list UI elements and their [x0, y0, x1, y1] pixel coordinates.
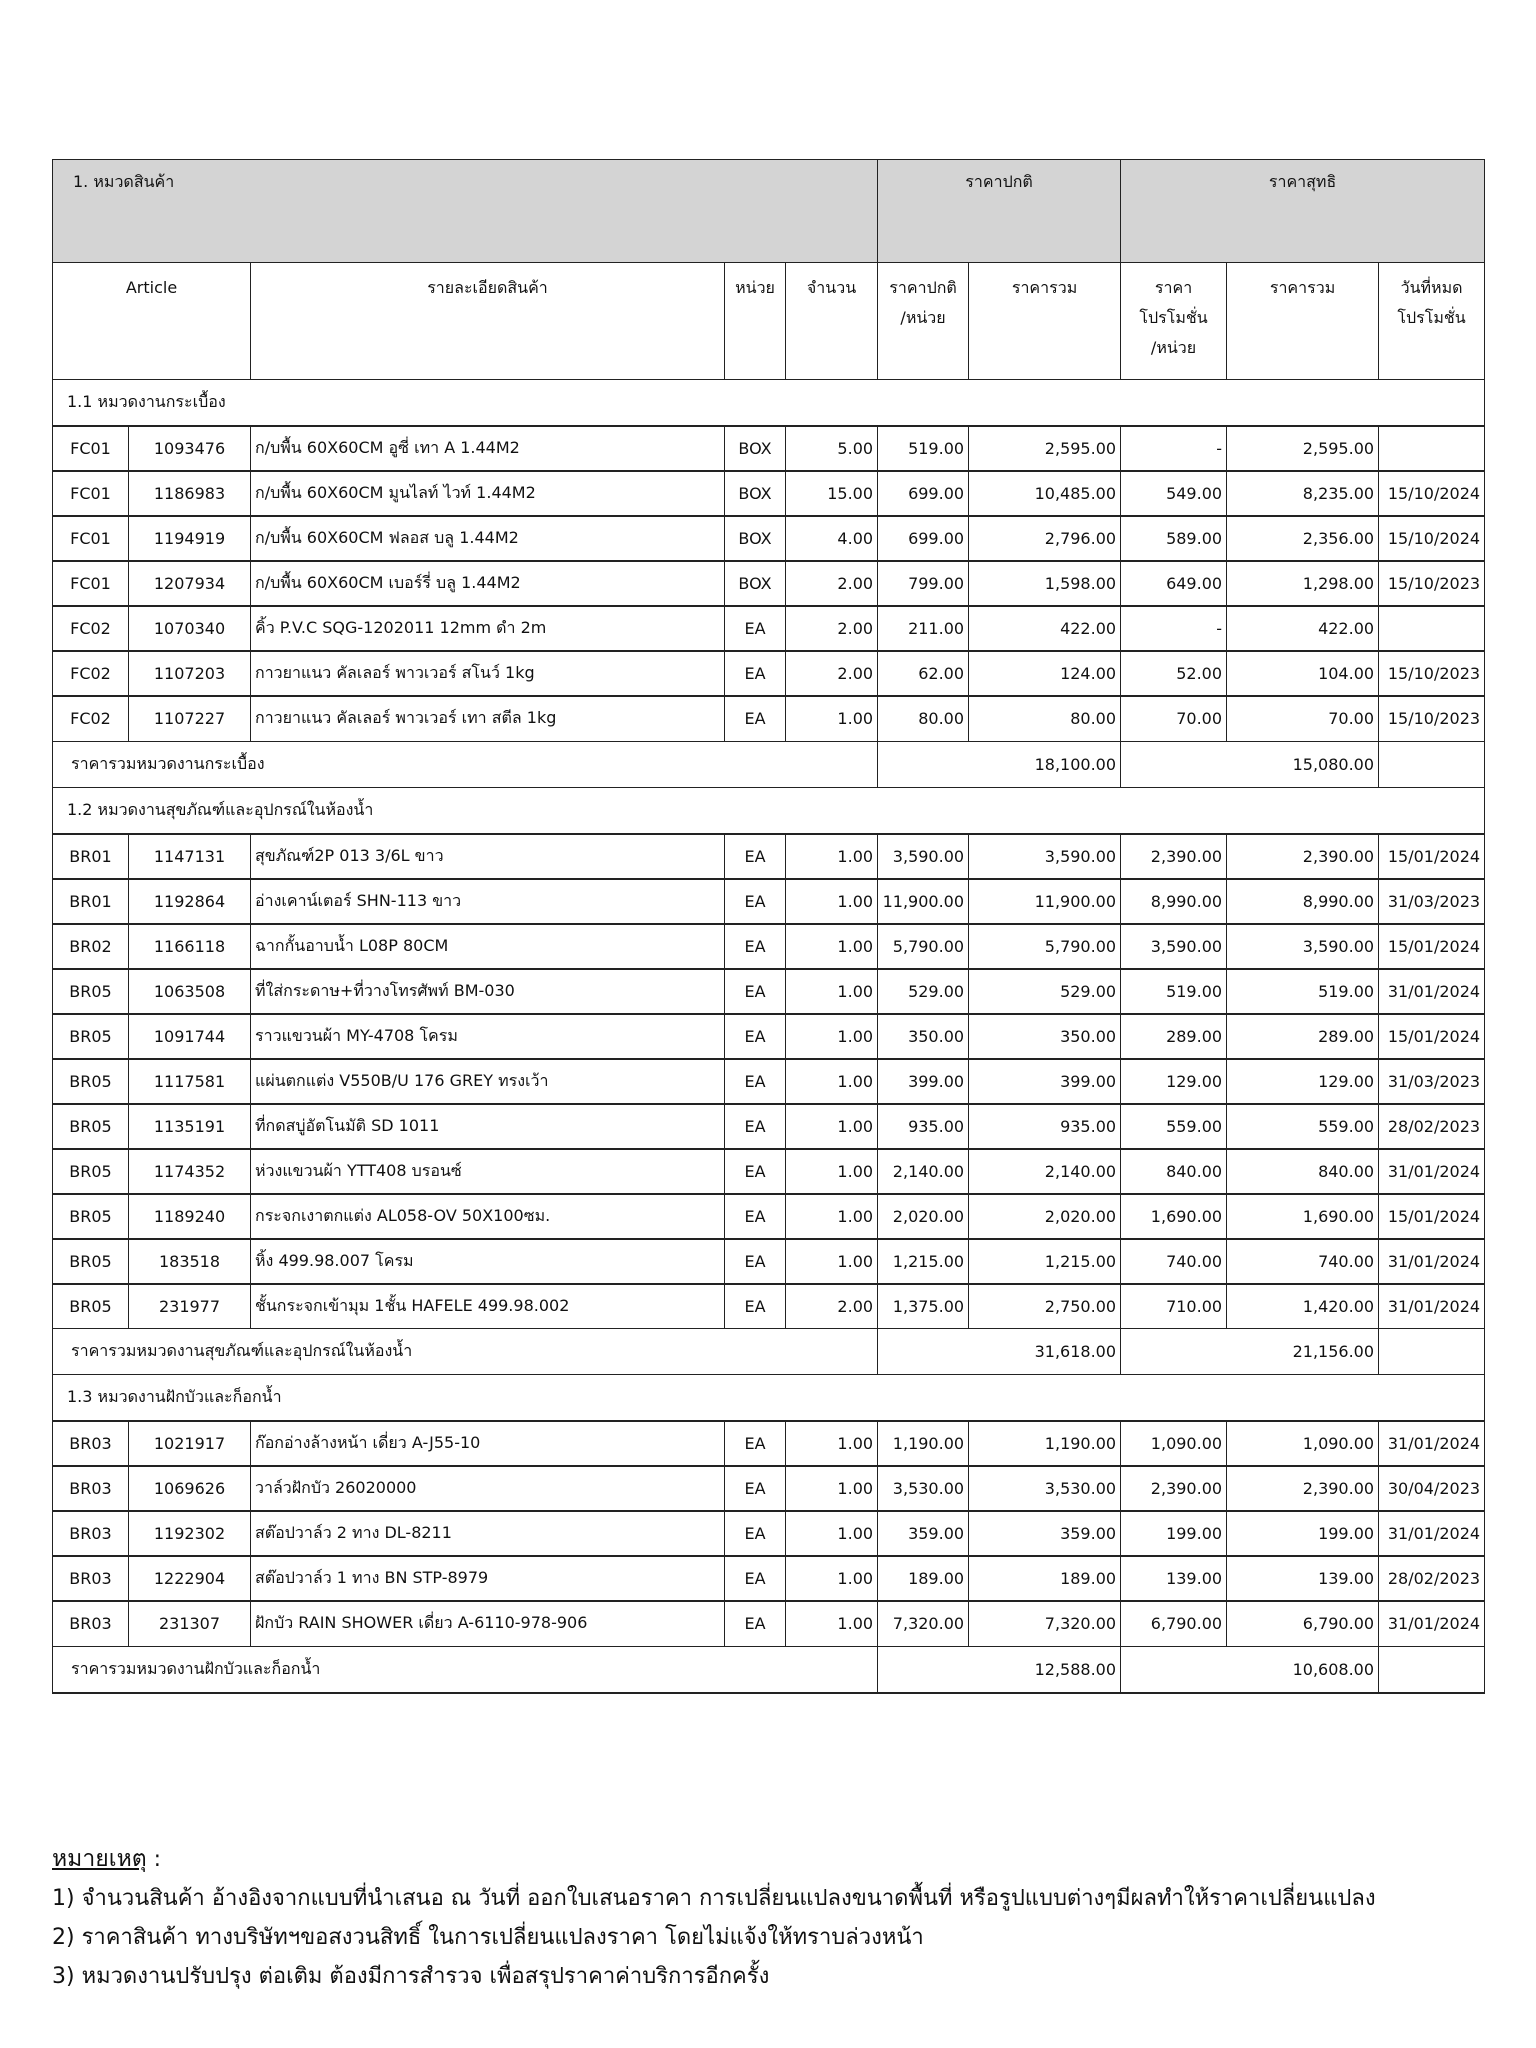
cell-code: BR03 [53, 1421, 129, 1466]
cell-promo-end: 15/10/2023 [1379, 696, 1485, 741]
table-row [53, 924, 1485, 969]
cell-qty: 1.00 [786, 834, 878, 879]
cell-promo-price: 3,590.00 [1121, 924, 1227, 969]
cell-unit-price: 62.00 [878, 651, 969, 696]
table-row [53, 834, 1485, 879]
cell-total: 3,590.00 [969, 834, 1121, 879]
cell-promo-end [1379, 606, 1485, 651]
subtotal-row [53, 1329, 1485, 1375]
regular-price-header: ราคาปกติ [878, 160, 1121, 263]
cell-net-total: 740.00 [1227, 1239, 1379, 1284]
cell-article: 1194919 [129, 516, 251, 561]
cell-unit-price: 519.00 [878, 426, 969, 471]
cell-unit: EA [725, 1601, 786, 1646]
cell-code: FC02 [53, 606, 129, 651]
cell-qty: 1.00 [786, 1466, 878, 1511]
cell-total: 124.00 [969, 651, 1121, 696]
cell-promo-end: 31/03/2023 [1379, 1059, 1485, 1104]
cell-total: 350.00 [969, 1014, 1121, 1059]
table-row [53, 516, 1485, 561]
cell-qty: 5.00 [786, 426, 878, 471]
cell-qty: 2.00 [786, 606, 878, 651]
table-row [53, 969, 1485, 1014]
header-row-1 [53, 160, 1485, 263]
table-row [53, 1059, 1485, 1104]
subtotal-row [53, 741, 1485, 787]
cell-total: 5,790.00 [969, 924, 1121, 969]
cell-detail: ราวแขวนผ้า MY-4708 โครม [251, 1014, 725, 1059]
cell-qty: 1.00 [786, 1556, 878, 1601]
net-price-header: ราคาสุทธิ [1121, 160, 1485, 263]
cell-promo-price: 740.00 [1121, 1239, 1227, 1284]
cell-total: 10,485.00 [969, 471, 1121, 516]
cell-unit: EA [725, 834, 786, 879]
cell-unit: EA [725, 696, 786, 741]
cell-code: BR05 [53, 1284, 129, 1329]
cell-code: BR02 [53, 924, 129, 969]
subtotal-label: ราคารวมหมวดงานฝักบัวและก็อกน้ำ [53, 1646, 878, 1693]
section-title: 1.2 หมวดงานสุขภัณฑ์และอุปกรณ์ในห้องน้ำ [53, 787, 1485, 834]
cell-unit: BOX [725, 471, 786, 516]
cell-total: 1,215.00 [969, 1239, 1121, 1284]
cell-code: BR01 [53, 834, 129, 879]
col-unit-price: ราคาปกติ /หน่วย [878, 263, 969, 380]
cell-article: 1135191 [129, 1104, 251, 1149]
cell-promo-end: 15/01/2024 [1379, 834, 1485, 879]
cell-unit: EA [725, 1014, 786, 1059]
cell-detail: หิ้ง 499.98.007 โครม [251, 1239, 725, 1284]
cell-promo-price: 129.00 [1121, 1059, 1227, 1104]
col-qty: จำนวน [786, 263, 878, 380]
cell-qty: 1.00 [786, 1421, 878, 1466]
cell-unit: EA [725, 1284, 786, 1329]
col-article: Article [53, 263, 251, 380]
cell-promo-price: 519.00 [1121, 969, 1227, 1014]
cell-net-total: 289.00 [1227, 1014, 1379, 1059]
cell-qty: 1.00 [786, 1014, 878, 1059]
cell-detail: สุขภัณฑ์2P 013 3/6L ขาว [251, 834, 725, 879]
cell-net-total: 559.00 [1227, 1104, 1379, 1149]
table-row [53, 879, 1485, 924]
cell-unit-price: 2,140.00 [878, 1149, 969, 1194]
cell-qty: 1.00 [786, 1194, 878, 1239]
cell-promo-end: 31/01/2024 [1379, 1601, 1485, 1646]
cell-promo-end [1379, 426, 1485, 471]
cell-unit: EA [725, 1466, 786, 1511]
cell-code: FC01 [53, 561, 129, 606]
cell-unit: BOX [725, 561, 786, 606]
cell-promo-price: 2,390.00 [1121, 1466, 1227, 1511]
cell-detail: อ่างเคาน์เตอร์ SHN-113 ขาว [251, 879, 725, 924]
cell-net-total: 2,595.00 [1227, 426, 1379, 471]
cell-detail: ห่วงแขวนผ้า YTT408 บรอนซ์ [251, 1149, 725, 1194]
cell-promo-price: 199.00 [1121, 1511, 1227, 1556]
cell-article: 1222904 [129, 1556, 251, 1601]
cell-promo-price: - [1121, 426, 1227, 471]
cell-net-total: 6,790.00 [1227, 1601, 1379, 1646]
cell-code: BR05 [53, 969, 129, 1014]
subtotal-net: 10,608.00 [1121, 1646, 1379, 1693]
cell-article: 1117581 [129, 1059, 251, 1104]
cell-promo-price: 1,690.00 [1121, 1194, 1227, 1239]
table-row [53, 1104, 1485, 1149]
table-row [53, 1014, 1485, 1059]
col-unit: หน่วย [725, 263, 786, 380]
cell-unit: EA [725, 1104, 786, 1149]
cell-total: 935.00 [969, 1104, 1121, 1149]
cell-total: 422.00 [969, 606, 1121, 651]
cell-unit-price: 80.00 [878, 696, 969, 741]
cell-promo-price: 649.00 [1121, 561, 1227, 606]
cell-total: 359.00 [969, 1511, 1121, 1556]
cell-total: 2,140.00 [969, 1149, 1121, 1194]
cell-promo-price: 52.00 [1121, 651, 1227, 696]
cell-detail: ก/บพื้น 60X60CM ฟลอส บลู 1.44M2 [251, 516, 725, 561]
cell-article: 231977 [129, 1284, 251, 1329]
cell-total: 2,750.00 [969, 1284, 1121, 1329]
cell-unit: EA [725, 1421, 786, 1466]
cell-qty: 4.00 [786, 516, 878, 561]
cell-detail: แผ่นตกแต่ง V550B/U 176 GREY ทรงเว้า [251, 1059, 725, 1104]
cell-qty: 1.00 [786, 1104, 878, 1149]
cell-qty: 1.00 [786, 1511, 878, 1556]
col-net-total: ราคารวม [1227, 263, 1379, 380]
table-row [53, 1466, 1485, 1511]
cell-total: 399.00 [969, 1059, 1121, 1104]
cell-article: 1174352 [129, 1149, 251, 1194]
cell-article: 231307 [129, 1601, 251, 1646]
table-row [53, 471, 1485, 516]
subtotal-regular: 12,588.00 [878, 1646, 1121, 1693]
cell-promo-end: 31/03/2023 [1379, 879, 1485, 924]
cell-code: BR01 [53, 879, 129, 924]
cell-code: BR05 [53, 1194, 129, 1239]
price-table [52, 159, 1485, 1694]
table-row [53, 1239, 1485, 1284]
cell-promo-end: 31/01/2024 [1379, 1511, 1485, 1556]
cell-net-total: 519.00 [1227, 969, 1379, 1014]
cell-unit-price: 699.00 [878, 516, 969, 561]
cell-promo-end: 15/01/2024 [1379, 1194, 1485, 1239]
cell-detail: ฝักบัว RAIN SHOWER เดี่ยว A-6110-978-906 [251, 1601, 725, 1646]
cell-net-total: 1,420.00 [1227, 1284, 1379, 1329]
cell-promo-end: 31/01/2024 [1379, 1239, 1485, 1284]
table-row [53, 651, 1485, 696]
subtotal-label: ราคารวมหมวดงานสุขภัณฑ์และอุปกรณ์ในห้องน้ำ [53, 1329, 878, 1375]
cell-detail: สต๊อปวาล์ว 2 ทาง DL-8211 [251, 1511, 725, 1556]
cell-detail: กาวยาแนว คัลเลอร์ พาวเวอร์ สโนว์ 1kg [251, 651, 725, 696]
table-row [53, 1421, 1485, 1466]
cell-unit-price: 529.00 [878, 969, 969, 1014]
cell-article: 1070340 [129, 606, 251, 651]
cell-promo-end: 31/01/2024 [1379, 1149, 1485, 1194]
cell-code: FC01 [53, 426, 129, 471]
cell-detail: คิ้ว P.V.C SQG-1202011 12mm ดำ 2m [251, 606, 725, 651]
cell-article: 1063508 [129, 969, 251, 1014]
cell-article: 1192302 [129, 1511, 251, 1556]
cell-total: 3,530.00 [969, 1466, 1121, 1511]
cell-code: FC01 [53, 471, 129, 516]
cell-unit-price: 5,790.00 [878, 924, 969, 969]
cell-qty: 1.00 [786, 969, 878, 1014]
cell-net-total: 1,690.00 [1227, 1194, 1379, 1239]
cell-net-total: 2,390.00 [1227, 1466, 1379, 1511]
cell-promo-end: 28/02/2023 [1379, 1104, 1485, 1149]
cell-unit: BOX [725, 426, 786, 471]
cell-total: 2,020.00 [969, 1194, 1121, 1239]
cell-net-total: 1,090.00 [1227, 1421, 1379, 1466]
cell-code: BR05 [53, 1014, 129, 1059]
cell-qty: 1.00 [786, 696, 878, 741]
cell-net-total: 199.00 [1227, 1511, 1379, 1556]
subtotal-net: 15,080.00 [1121, 741, 1379, 787]
subtotal-label: ราคารวมหมวดงานกระเบื้อง [53, 741, 878, 787]
cell-total: 2,796.00 [969, 516, 1121, 561]
cell-code: FC02 [53, 651, 129, 696]
cell-total: 80.00 [969, 696, 1121, 741]
cell-code: BR03 [53, 1466, 129, 1511]
cell-promo-price: 8,990.00 [1121, 879, 1227, 924]
cell-promo-price: 2,390.00 [1121, 834, 1227, 879]
cell-code: FC02 [53, 696, 129, 741]
cell-net-total: 8,990.00 [1227, 879, 1379, 924]
cell-qty: 1.00 [786, 924, 878, 969]
cell-unit-price: 350.00 [878, 1014, 969, 1059]
cell-article: 1107227 [129, 696, 251, 741]
cell-unit: EA [725, 879, 786, 924]
cell-unit: EA [725, 1239, 786, 1284]
cell-net-total: 8,235.00 [1227, 471, 1379, 516]
cell-net-total: 3,590.00 [1227, 924, 1379, 969]
cell-article: 1189240 [129, 1194, 251, 1239]
cell-promo-end: 15/10/2024 [1379, 471, 1485, 516]
col-detail: รายละเอียดสินค้า [251, 263, 725, 380]
cell-article: 1166118 [129, 924, 251, 969]
cell-qty: 2.00 [786, 561, 878, 606]
table-row [53, 1284, 1485, 1329]
cell-promo-end: 15/01/2024 [1379, 924, 1485, 969]
cell-article: 1069626 [129, 1466, 251, 1511]
cell-unit-price: 935.00 [878, 1104, 969, 1149]
cell-unit: BOX [725, 516, 786, 561]
col-promo-price: ราคา โปรโมชั่น /หน่วย [1121, 263, 1227, 380]
cell-detail: กาวยาแนว คัลเลอร์ พาวเวอร์ เทา สตีล 1kg [251, 696, 725, 741]
cell-promo-end: 15/10/2023 [1379, 651, 1485, 696]
cell-qty: 1.00 [786, 879, 878, 924]
cell-total: 529.00 [969, 969, 1121, 1014]
section-title: 1.1 หมวดงานกระเบื้อง [53, 380, 1485, 427]
cell-total: 11,900.00 [969, 879, 1121, 924]
subtotal-net: 21,156.00 [1121, 1329, 1379, 1375]
cell-qty: 1.00 [786, 1239, 878, 1284]
cell-detail: สต๊อปวาล์ว 1 ทาง BN STP-8979 [251, 1556, 725, 1601]
cell-unit-price: 189.00 [878, 1556, 969, 1601]
cell-detail: ก/บพื้น 60X60CM อูซี่ เทา A 1.44M2 [251, 426, 725, 471]
cell-qty: 1.00 [786, 1059, 878, 1104]
category-header: 1. หมวดสินค้า [53, 160, 878, 263]
cell-code: FC01 [53, 516, 129, 561]
cell-net-total: 104.00 [1227, 651, 1379, 696]
table-row [53, 606, 1485, 651]
table-row [53, 1556, 1485, 1601]
cell-code: BR05 [53, 1239, 129, 1284]
cell-promo-price: 139.00 [1121, 1556, 1227, 1601]
cell-promo-price: 710.00 [1121, 1284, 1227, 1329]
section-title-row [53, 1375, 1485, 1422]
cell-qty: 15.00 [786, 471, 878, 516]
cell-qty: 1.00 [786, 1601, 878, 1646]
cell-qty: 1.00 [786, 1149, 878, 1194]
cell-code: BR05 [53, 1104, 129, 1149]
cell-unit-price: 1,190.00 [878, 1421, 969, 1466]
cell-net-total: 139.00 [1227, 1556, 1379, 1601]
cell-unit: EA [725, 1556, 786, 1601]
cell-net-total: 840.00 [1227, 1149, 1379, 1194]
notes [52, 1840, 1376, 1996]
cell-promo-price: 70.00 [1121, 696, 1227, 741]
cell-article: 1091744 [129, 1014, 251, 1059]
subtotal-blank [1379, 1329, 1485, 1375]
cell-article: 183518 [129, 1239, 251, 1284]
cell-detail: ฉากกั้นอาบน้ำ L08P 80CM [251, 924, 725, 969]
subtotal-blank [1379, 741, 1485, 787]
cell-unit: EA [725, 1059, 786, 1104]
cell-detail: ก/บพื้น 60X60CM มูนไลท์ ไวท์ 1.44M2 [251, 471, 725, 516]
cell-unit-price: 799.00 [878, 561, 969, 606]
cell-unit-price: 3,530.00 [878, 1466, 969, 1511]
table-row [53, 1194, 1485, 1239]
cell-code: BR03 [53, 1556, 129, 1601]
cell-promo-price: 559.00 [1121, 1104, 1227, 1149]
section-title-row [53, 380, 1485, 427]
cell-detail: ก๊อกอ่างล้างหน้า เดี่ยว A-J55-10 [251, 1421, 725, 1466]
cell-code: BR03 [53, 1601, 129, 1646]
cell-article: 1186983 [129, 471, 251, 516]
subtotal-row [53, 1646, 1485, 1693]
cell-promo-end: 31/01/2024 [1379, 1421, 1485, 1466]
cell-promo-end: 15/01/2024 [1379, 1014, 1485, 1059]
table-row [53, 1511, 1485, 1556]
cell-promo-end: 15/10/2024 [1379, 516, 1485, 561]
cell-promo-price: 1,090.00 [1121, 1421, 1227, 1466]
cell-unit-price: 2,020.00 [878, 1194, 969, 1239]
cell-unit-price: 7,320.00 [878, 1601, 969, 1646]
cell-promo-end: 31/01/2024 [1379, 969, 1485, 1014]
cell-detail: กระจกเงาตกแต่ง AL058-OV 50X100ซม. [251, 1194, 725, 1239]
cell-total: 2,595.00 [969, 426, 1121, 471]
cell-detail: ที่กดสบู่อัตโนมัติ SD 1011 [251, 1104, 725, 1149]
cell-promo-end: 15/10/2023 [1379, 561, 1485, 606]
cell-detail: ที่ใส่กระดาษ+ที่วางโทรศัพท์ BM-030 [251, 969, 725, 1014]
cell-qty: 2.00 [786, 1284, 878, 1329]
cell-detail: ชั้นกระจกเข้ามุม 1ชั้น HAFELE 499.98.002 [251, 1284, 725, 1329]
table-row [53, 426, 1485, 471]
cell-code: BR05 [53, 1059, 129, 1104]
cell-total: 189.00 [969, 1556, 1121, 1601]
note-item: 2) ราคาสินค้า ทางบริษัทฯขอสงวนสิทธิ์ ในการเปลี่ยนแปลงราคา โดยไม่แจ้งให้ทราบล่วงหน้า [52, 1925, 924, 1950]
cell-qty: 2.00 [786, 651, 878, 696]
cell-unit-price: 699.00 [878, 471, 969, 516]
cell-code: BR03 [53, 1511, 129, 1556]
cell-unit-price: 11,900.00 [878, 879, 969, 924]
cell-unit-price: 359.00 [878, 1511, 969, 1556]
cell-promo-end: 31/01/2024 [1379, 1284, 1485, 1329]
subtotal-blank [1379, 1646, 1485, 1693]
cell-net-total: 2,390.00 [1227, 834, 1379, 879]
cell-unit-price: 399.00 [878, 1059, 969, 1104]
col-total: ราคารวม [969, 263, 1121, 380]
cell-article: 1107203 [129, 651, 251, 696]
cell-net-total: 1,298.00 [1227, 561, 1379, 606]
cell-unit-price: 3,590.00 [878, 834, 969, 879]
cell-promo-price: 589.00 [1121, 516, 1227, 561]
cell-net-total: 70.00 [1227, 696, 1379, 741]
subtotal-regular: 31,618.00 [878, 1329, 1121, 1375]
cell-unit-price: 211.00 [878, 606, 969, 651]
table-row [53, 1601, 1485, 1646]
cell-unit-price: 1,215.00 [878, 1239, 969, 1284]
cell-article: 1192864 [129, 879, 251, 924]
cell-promo-price: 289.00 [1121, 1014, 1227, 1059]
table-row [53, 1149, 1485, 1194]
table-row [53, 696, 1485, 741]
cell-promo-price: 549.00 [1121, 471, 1227, 516]
cell-unit: EA [725, 1511, 786, 1556]
cell-unit: EA [725, 606, 786, 651]
cell-unit: EA [725, 1149, 786, 1194]
cell-promo-price: 6,790.00 [1121, 1601, 1227, 1646]
cell-net-total: 422.00 [1227, 606, 1379, 651]
col-promo-end: วันที่หมด โปรโมชั่น [1379, 263, 1485, 380]
table-row [53, 561, 1485, 606]
cell-article: 1147131 [129, 834, 251, 879]
cell-promo-price: 840.00 [1121, 1149, 1227, 1194]
cell-net-total: 2,356.00 [1227, 516, 1379, 561]
cell-unit: EA [725, 651, 786, 696]
cell-total: 7,320.00 [969, 1601, 1121, 1646]
note-item: 3) หมวดงานปรับปรุง ต่อเติม ต้องมีการสำรวจ เพื่อสรุปราคาค่าบริการอีกครั้ง [52, 1964, 770, 1989]
cell-total: 1,598.00 [969, 561, 1121, 606]
cell-code: BR05 [53, 1149, 129, 1194]
cell-article: 1207934 [129, 561, 251, 606]
note-item: 1) จำนวนสินค้า อ้างอิงจากแบบที่นำเสนอ ณ วันที่ ออกใบเสนอราคา การเปลี่ยนแปลงขนาดพื้นที่ หรือรูปแบบต่างๆมีผลทำให้ราคาเปลี่ยนแปลง [52, 1886, 1376, 1911]
cell-unit: EA [725, 969, 786, 1014]
cell-promo-price: - [1121, 606, 1227, 651]
cell-net-total: 129.00 [1227, 1059, 1379, 1104]
cell-unit-price: 1,375.00 [878, 1284, 969, 1329]
cell-unit: EA [725, 924, 786, 969]
cell-promo-end: 28/02/2023 [1379, 1556, 1485, 1601]
cell-article: 1021917 [129, 1421, 251, 1466]
cell-promo-end: 30/04/2023 [1379, 1466, 1485, 1511]
subtotal-regular: 18,100.00 [878, 741, 1121, 787]
cell-detail: วาล์วฝักบัว 26020000 [251, 1466, 725, 1511]
cell-detail: ก/บพื้น 60X60CM เบอร์รี่ บลู 1.44M2 [251, 561, 725, 606]
header-row-2 [53, 263, 1485, 380]
cell-article: 1093476 [129, 426, 251, 471]
cell-unit: EA [725, 1194, 786, 1239]
cell-total: 1,190.00 [969, 1421, 1121, 1466]
section-title: 1.3 หมวดงานฝักบัวและก็อกน้ำ [53, 1375, 1485, 1422]
section-title-row [53, 787, 1485, 834]
notes-title: หมายเหตุ : [52, 1846, 162, 1872]
